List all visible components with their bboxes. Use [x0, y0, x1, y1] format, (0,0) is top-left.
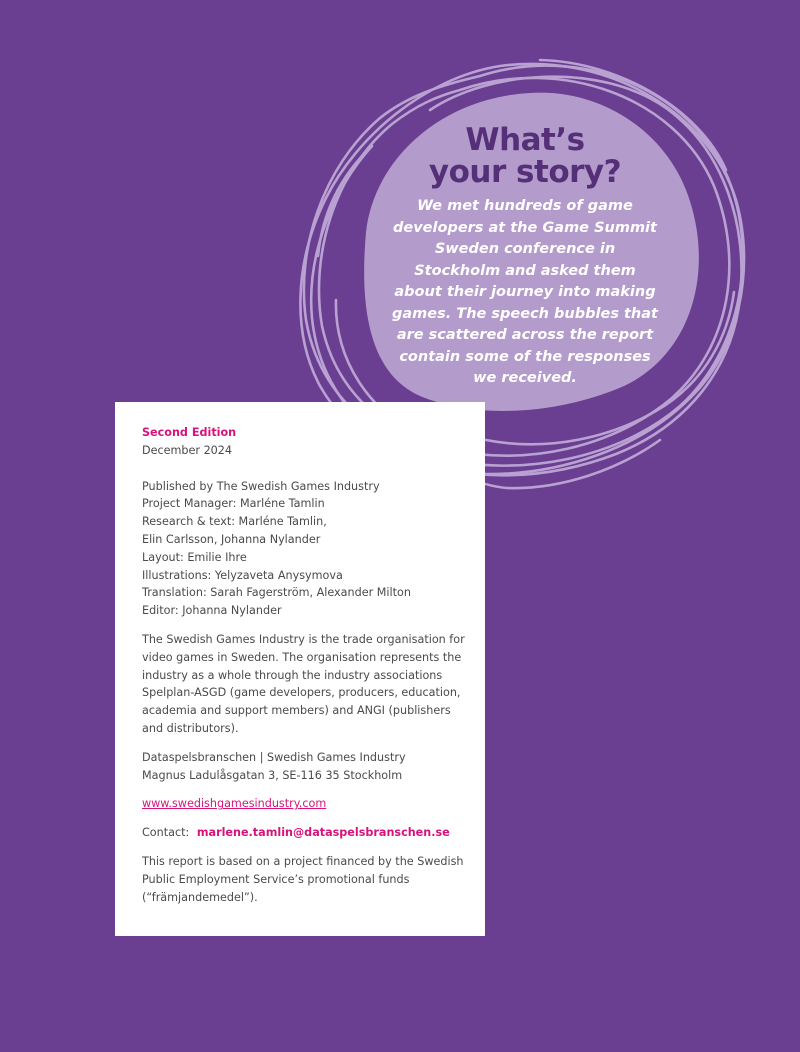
credit-line: Translation: Sarah Fagerström, Alexander Milton [142, 586, 411, 600]
credit-line: Editor: Johanna Nylander [142, 604, 282, 618]
credit-line: Layout: Emilie Ihre [142, 550, 247, 564]
address-line: Magnus Ladulåsgatan 3, SE-116 35 Stockholm [142, 768, 403, 782]
credit-line: Research & text: Marléne Tamlin, [142, 515, 327, 529]
address-block [142, 749, 465, 785]
contact-line [142, 824, 465, 842]
credit-line: Illustrations: Yelyzaveta Anysymova [142, 568, 343, 582]
credits-block [142, 478, 465, 620]
credit-line: Project Manager: Marléne Tamlin [142, 497, 325, 511]
edition-label: Second Edition [142, 426, 237, 439]
edition-date: December 2024 [142, 443, 233, 457]
website-line [142, 795, 465, 813]
headline-line-2: your story? [428, 154, 622, 190]
headline-line-1: What’s [465, 122, 585, 158]
credit-line: Elin Carlsson, Johanna Nylander [142, 532, 321, 546]
website-link[interactable]: www.swedishgamesindustry.com [142, 797, 327, 811]
address-line: Dataspelsbranschen | Swedish Games Industry [142, 750, 406, 764]
funding-note: This report is based on a project financed by the Swedish Public Employment Service’s promotional funds (“främjandemedel”). [142, 854, 464, 904]
headline [392, 124, 658, 188]
contact-email-link[interactable]: marlene.tamlin@dataspelsbranschen.se [196, 826, 450, 840]
credit-line: Published by The Swedish Games Industry [142, 479, 380, 493]
colophon-card [115, 402, 485, 936]
about-paragraph: The Swedish Games Industry is the trade organisation for video games in Sweden. The organisation represents the industry as a whole through the industry associations Spelplan-ASGD (game developers, producers, education, academia and support members) and ANGI (publishers and distributors). [142, 632, 465, 735]
contact-label: Contact: [142, 826, 190, 840]
intro-text: We met hundreds of game developers at the Game Summit Sweden conference in Stockholm and asked them about their journey into making games. The speech bubbles that are scattered across the report contain some of the responses we received. [392, 198, 658, 386]
story-bubble [392, 124, 658, 390]
